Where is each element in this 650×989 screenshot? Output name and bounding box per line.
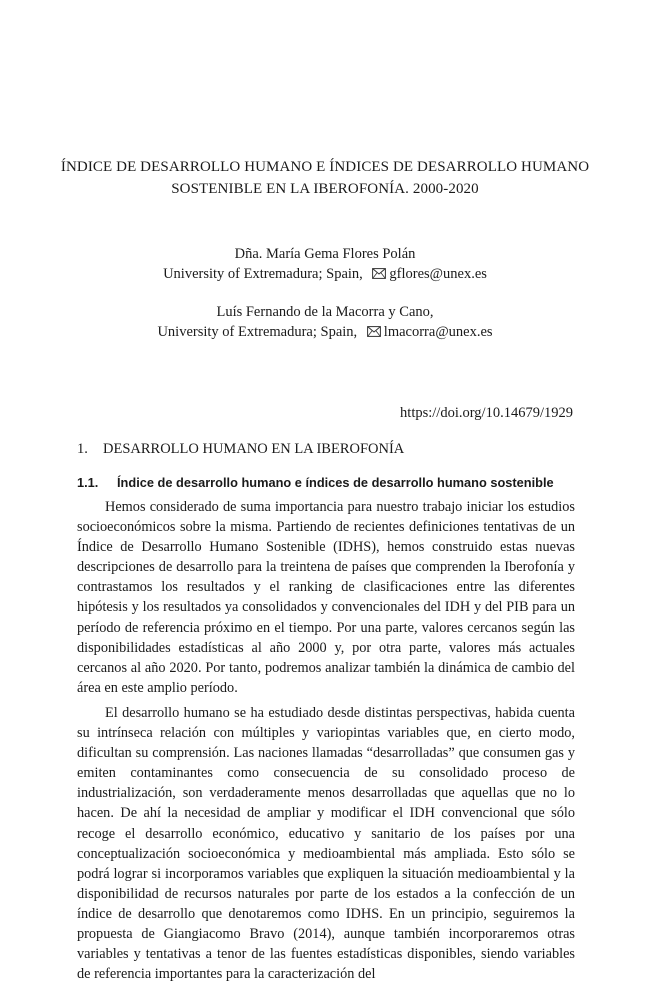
section-title: DESARROLLO HUMANO EN LA IBEROFONÍA	[103, 441, 405, 457]
paragraph-2: El desarrollo humano se ha estudiado desde distintas perspectivas, habida cuenta su intrínseca relación con múltiples y variopintas variables que, en cierto modo, dificultan su comprensión. Las naciones llamadas “desarrolladas” que consumen gas y emiten contaminantes como consecuencia de su consolidado proceso de industrialización, son verdaderamente menos desarrolladas que aquellas que no lo hacen. De ahí la necesidad de ampliar y modificar el IDH convencional que sólo recoge el desarrollo económico, educativo y sanitario de los países por una conceptualización socioeconómica y medioambiental más ampliada. Esto sólo se podrá lograr si incorporamos variables que expliquen la situación medioambiental y la disponibilidad de recursos naturales por parte de los estados a la confección de un índice de desarrollo que denotaremos como IDHS. En un principio, seguiremos la propuesta de Giangiacomo Bravo (2014), aunque también incorporaremos otras variables y tentativas a tenor de las fuentes estadísticas disponibles, siendo variables de referencia importantes para la caracterización del	[77, 704, 575, 983]
author-name: Dña. María Gema Flores Polán	[234, 246, 416, 262]
title-line-1: ÍNDICE DE DESARROLLO HUMANO E ÍNDICES DE DESARROLLO HUMANO	[60, 159, 590, 175]
paragraph-1: Hemos considerado de suma importancia para nuestro trabajo iniciar los estudios socioeconómicos sobre la misma. Partiendo de recientes definiciones tentativas de un Índice de Desarrollo Humano Sostenible (IDHS), hemos construido estas nuevas descripciones de desarrollo para la treintena de países que comprenden la Iberofonía y contrastamos los resultados y el ranking de clasificaciones entre las diferentes hipótesis y los resultados ya consolidados y convencionales del IDH y del PIB para un período de referencia próximo en el tiempo. Por una parte, valores cercanos según las disponibilidades estadísticas al año 2000 y, por otra parte, valores más actuales cercanos al año 2020. Por tanto, podremos analizar también la dinámica de cambio del área en este amplio período.	[77, 499, 575, 696]
author-email-link[interactable]: lmacorra@unex.es	[383, 323, 493, 340]
doi-link[interactable]: https://doi.org/10.14679/1929	[400, 405, 573, 421]
section-heading-1	[77, 439, 577, 459]
author-name: Luís Fernando de la Macorra y Cano,	[216, 304, 434, 320]
author-affiliation: University of Extremadura; Spain,	[163, 265, 363, 282]
envelope-icon	[367, 324, 381, 344]
author-affiliation: University of Extremadura; Spain,	[157, 323, 358, 340]
subsection-number: 1.1.	[77, 475, 99, 490]
author-block-2	[60, 303, 590, 343]
section-number: 1.	[77, 441, 88, 457]
body-text	[77, 497, 575, 989]
subsection-heading-1-1	[77, 473, 577, 493]
author-email-link[interactable]: gflores@unex.es	[389, 265, 487, 282]
title-line-2: SOSTENIBLE EN LA IBEROFONÍA. 2000-2020	[171, 181, 479, 197]
paper-title	[60, 156, 590, 200]
subsection-title: Índice de desarrollo humano e índices de desarrollo humano sostenible	[117, 475, 554, 490]
author-block-1	[60, 245, 590, 285]
envelope-icon	[372, 266, 386, 286]
author-affiliation-line	[60, 323, 590, 344]
author-affiliation-line	[60, 265, 590, 286]
